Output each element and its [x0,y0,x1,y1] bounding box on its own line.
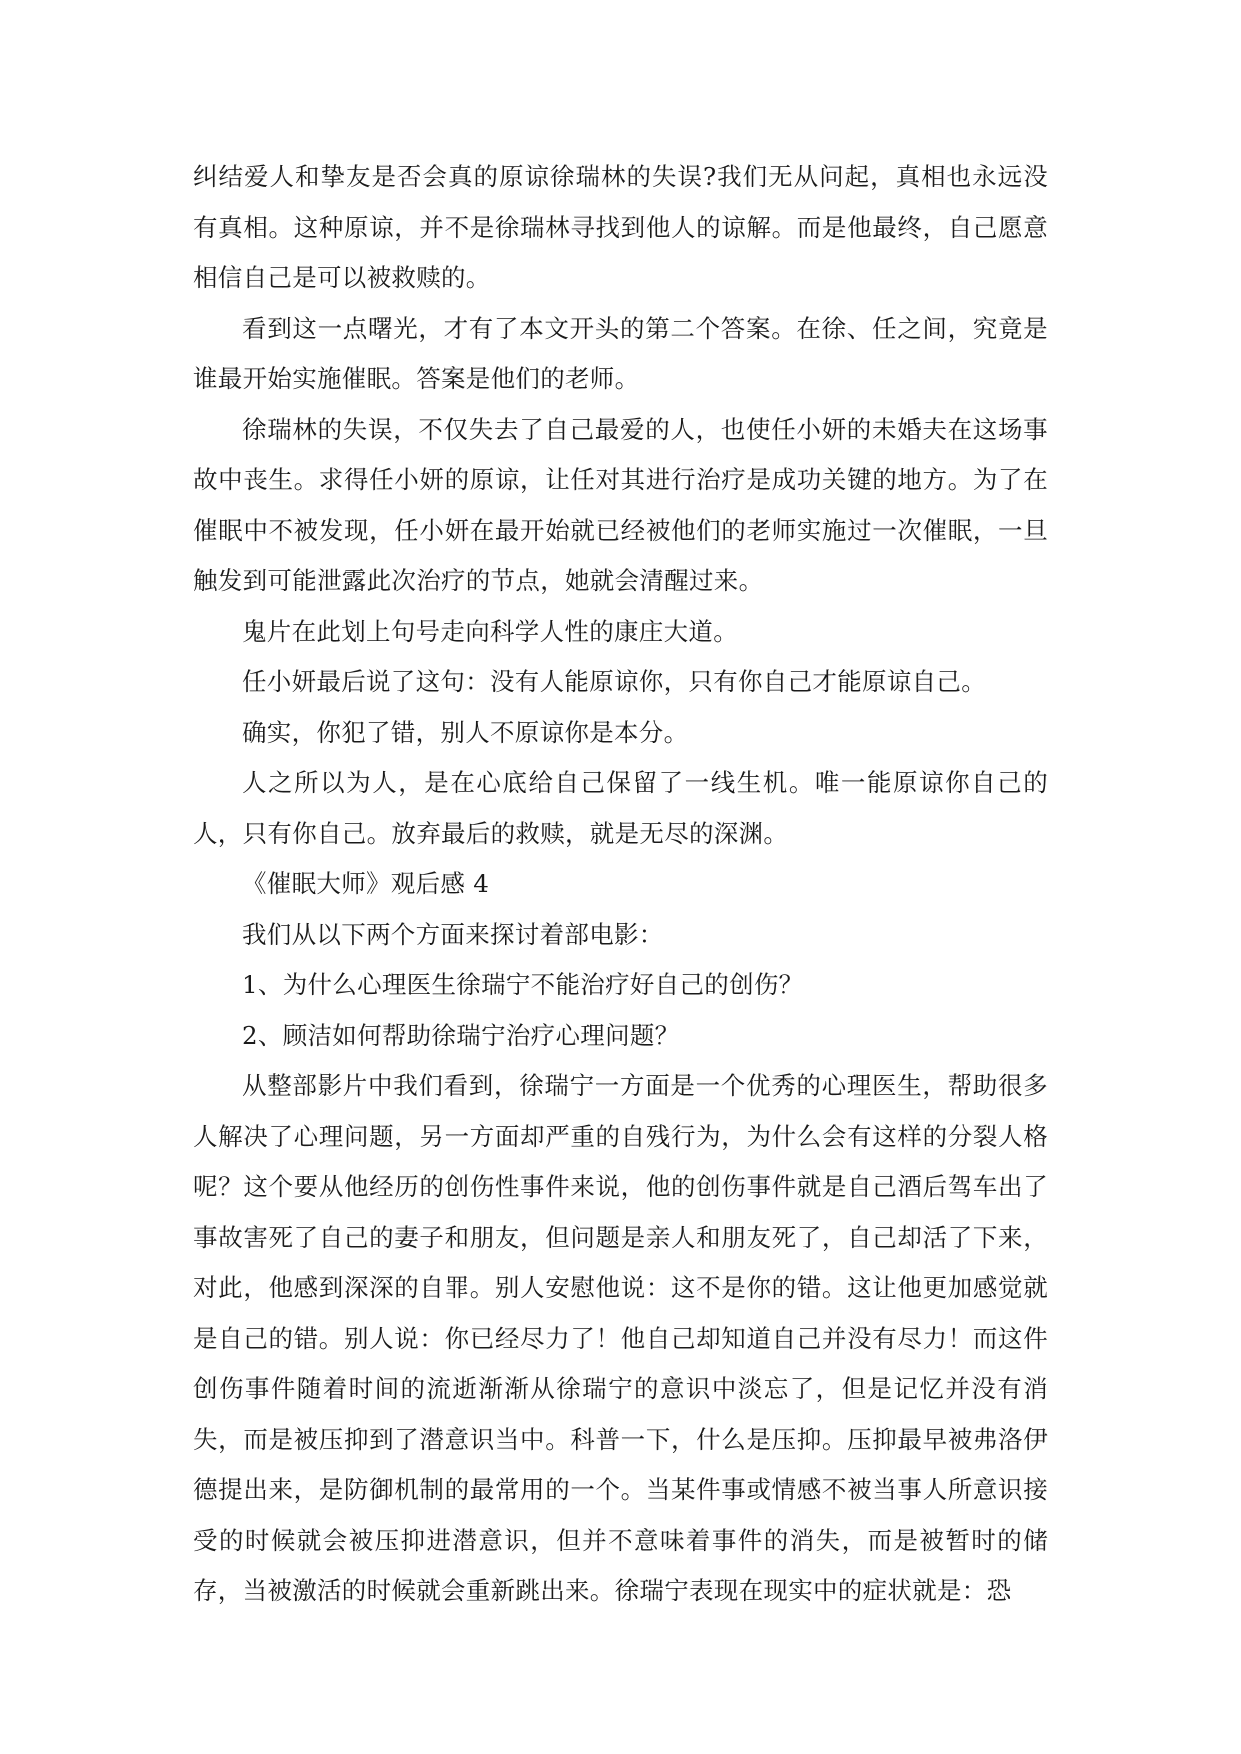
section-heading: 《催眠大师》观后感 4 [242,869,490,898]
paragraph-3: 徐瑞林的失误，不仅失去了自己最爱的人，也使任小妍的未婚夫在这场事故中丧生。求得任小妍的原谅，让任对其进行治疗是成功关键的地方。为了在催眠中不被发现，任小妍在最开始就已经被他们的老师实施过一次催眠，一旦触发到可能泄露此次治疗的节点，她就会清醒过来。 [193,414,1048,595]
paragraph-7: 人之所以为人，是在心底给自己保留了一线生机。唯一能原谅你自己的人，只有你自己。放弃最后的救赎，就是无尽的深渊。 [193,768,1048,848]
paragraph-4: 鬼片在此划上句号走向科学人性的康庄大道。 [242,616,738,646]
list-item-2: 2、顾洁如何帮助徐瑞宁治疗心理问题？ [242,1020,680,1050]
list-item-1: 1、为什么心理医生徐瑞宁不能治疗好自己的创伤？ [242,970,804,999]
paragraph-2: 看到这一点曙光，才有了本文开头的第二个答案。在徐、任之间，究竟是谁最开始实施催眠。答案是他们的老师。 [193,313,1048,393]
document-body [193,152,1048,1617]
paragraph-9: 我们从以下两个方面来探讨着部电影： [242,919,664,949]
paragraph-6: 确实，你犯了错，别人不原谅你是本分。 [242,717,689,747]
paragraph-5: 任小妍最后说了这句：没有人能原谅你，只有你自己才能原谅自己。 [242,667,986,696]
paragraph-12: 从整部影片中我们看到，徐瑞宁一方面是一个优秀的心理医生，帮助很多人解决了心理问题，另一方面却严重的自残行为，为什么会有这样的分裂人格呢？这个要从他经历的创伤性事件来说，他的创伤事件就是自己酒后驾车出了事故害死了自己的妻子和朋友，但问题是亲人和朋友死了，自己却活了下来，对此，他感到深深的自罪。别人安慰他说：这不是你的错。这让他更加感觉就是自己的错。别人说：你已经尽力了！他自己却知道自己并没有尽力！而这件创伤事件随着时间的流逝渐渐从徐瑞宁的意识中淡忘了，但是记忆并没有消失，而是被压抑到了潜意识当中。科普一下，什么是压抑。压抑最早被弗洛伊德提出来，是防御机制的最常用的一个。当某件事或情感不被当事人所意识接受的时候就会被压抑进潜意识，但并不意味着事件的消失，而是被暂时的储存，当被激活的时候就会重新跳出来。徐瑞宁表现在现实中的症状就是：恐 [193,1071,1048,1605]
paragraph-1: 纠结爱人和挚友是否会真的原谅徐瑞林的失误?我们无从问起，真相也永远没有真相。这种原谅，并不是徐瑞林寻找到他人的谅解。而是他最终，自己愿意相信自己是可以被救赎的。 [193,162,1048,292]
